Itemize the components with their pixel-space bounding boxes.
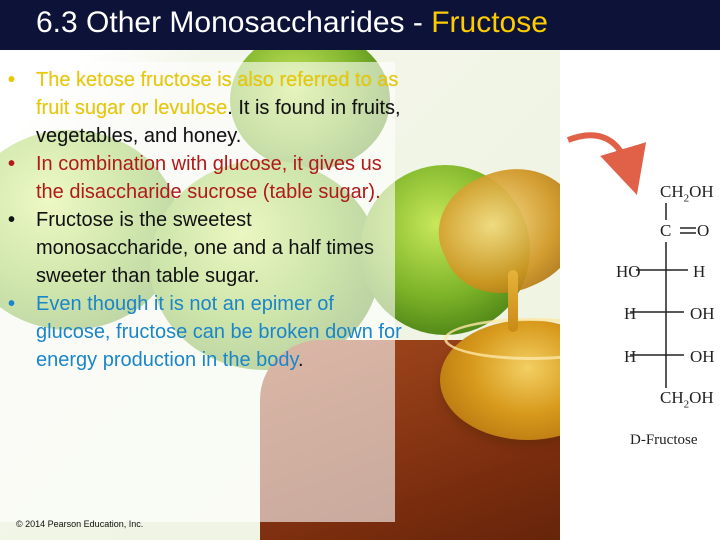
title-bar — [0, 0, 720, 50]
bullet-text: . — [298, 349, 304, 371]
bullet-text: Fructose is the sweetest monosaccharide, one and a half times sweeter than table sugar. — [36, 209, 374, 287]
title-main: 6.3 Other Monosaccharides - — [36, 6, 432, 39]
bullet-item — [6, 290, 406, 374]
structure-row-right: OH — [690, 347, 715, 366]
structure-row-left: H — [624, 347, 637, 366]
bullet-text: In combination with glucose, it gives us the disaccharide sucrose (table sugar). — [36, 153, 382, 203]
fructose-structure — [600, 170, 720, 470]
bullet-item — [6, 206, 406, 290]
structure-row-right: OH — [690, 304, 715, 323]
honey-drip — [508, 270, 518, 332]
structure-row-right: H — [693, 262, 706, 281]
structure-carbonyl-oxygen: O — [697, 221, 710, 240]
bullet-text: . It is found in fruits, vegetables, and honey. — [36, 97, 401, 147]
copyright-notice: © 2014 Pearson Education, Inc. — [16, 519, 144, 529]
structure-caption: D-Fructose — [630, 432, 698, 448]
structure-bottom-group: $CH_2OH$ — [660, 388, 714, 411]
bullet-text: The ketose fructose is also referred to as fruit sugar or levulose — [36, 69, 399, 119]
bullet-text: Even though it is not an epimer of glucose, fructose can be broken down for energy production in the body — [36, 293, 402, 371]
bullet-item — [6, 66, 406, 150]
structure-carbonyl-carbon: C — [660, 221, 672, 240]
structure-row-left: HO — [616, 262, 641, 281]
slide-title — [36, 6, 548, 40]
bullet-list — [6, 66, 406, 374]
bullet-item — [6, 150, 406, 206]
structure-row-left: H — [624, 304, 637, 323]
structure-top-group: $CH_2OH$ — [660, 182, 714, 205]
title-accent: Fructose — [431, 6, 548, 39]
